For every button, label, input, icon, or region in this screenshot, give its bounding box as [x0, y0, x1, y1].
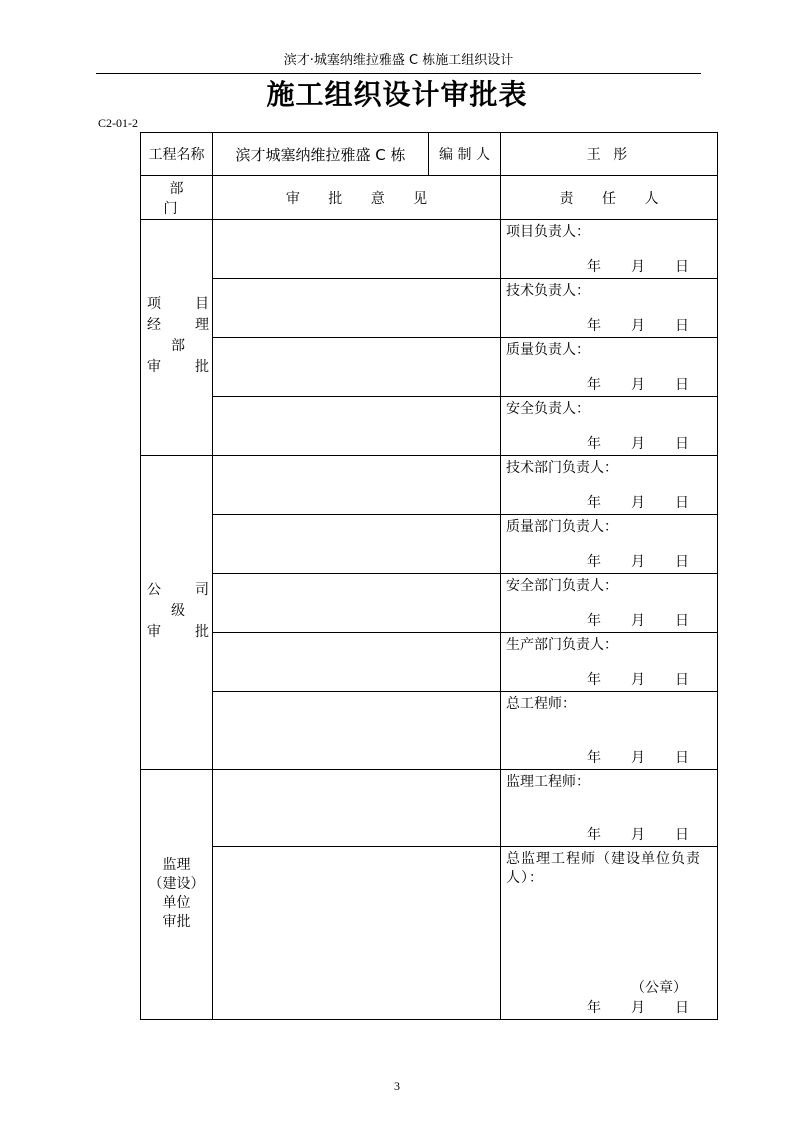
- responsible-label: 安全部门负责人：: [506, 578, 618, 594]
- date-line: 年 月 日: [587, 827, 689, 843]
- opinion-field[interactable]: [213, 220, 501, 279]
- supervision-dept-cell: [141, 770, 213, 1020]
- date-line: 年 月 日: [587, 318, 689, 334]
- project-row-2: [141, 279, 718, 338]
- company-row-5: [141, 692, 718, 770]
- responsible-label: 项目负责人：: [506, 224, 590, 240]
- opinion-field[interactable]: [213, 279, 501, 338]
- company-row-4: [141, 633, 718, 692]
- date-line: 年 月 日: [587, 554, 689, 570]
- opinion-field[interactable]: [213, 847, 501, 1020]
- responsible-cell: [501, 456, 718, 515]
- responsible-label: 技术部门负责人：: [506, 460, 618, 476]
- responsible-cell: [501, 220, 718, 279]
- opinion-field[interactable]: [213, 456, 501, 515]
- project-row-4: [141, 397, 718, 456]
- opinion-field[interactable]: [213, 633, 501, 692]
- responsible-label: 监理工程师：: [506, 774, 590, 790]
- form-code: C2-01-2: [98, 116, 138, 130]
- supervision-row-1: [141, 770, 718, 847]
- project-name-label: 工程名称: [141, 133, 213, 176]
- project-dept-label: 项 目 经 理 部 审 批: [147, 296, 209, 375]
- project-name-value: 滨才城塞纳维拉雅盛 C 栋: [213, 133, 429, 176]
- responsible-cell: [501, 397, 718, 456]
- responsible-label: 安全负责人：: [506, 401, 590, 417]
- opinion-field[interactable]: [213, 574, 501, 633]
- supervision-row-2: [141, 847, 718, 1020]
- date-line: 年 月 日: [587, 495, 689, 511]
- responsible-label: 总工程师：: [506, 696, 576, 712]
- opinion-field[interactable]: [213, 338, 501, 397]
- responsible-label: 质量负责人：: [506, 342, 590, 358]
- responsible-cell: [501, 692, 718, 770]
- project-row-3: [141, 338, 718, 397]
- responsible-cell: [501, 279, 718, 338]
- responsible-label: 技术负责人：: [506, 283, 590, 299]
- author-value: 王 彤: [501, 133, 718, 176]
- company-dept-label: 公 司 级 审 批: [147, 582, 209, 640]
- responsible-cell: [501, 770, 718, 847]
- date-line: 年 月 日: [587, 377, 689, 393]
- responsible-label: 质量部门负责人：: [506, 519, 618, 535]
- supervision-dept-label: 监理 （建设） 单位 审批: [148, 857, 205, 930]
- project-dept-cell: [141, 220, 213, 456]
- date-line: 年 月 日: [587, 672, 689, 688]
- responsible-cell: [501, 338, 718, 397]
- project-row-1: [141, 220, 718, 279]
- responsible-cell: [501, 515, 718, 574]
- date-line: 年 月 日: [587, 436, 689, 452]
- date-line: 年 月 日: [587, 1000, 689, 1016]
- responsible-cell: [501, 574, 718, 633]
- person-header: 责 任 人: [501, 176, 718, 220]
- opinion-field[interactable]: [213, 770, 501, 847]
- opinion-header: 审 批 意 见: [213, 176, 501, 220]
- company-dept-cell: [141, 456, 213, 770]
- company-row-1: [141, 456, 718, 515]
- responsible-label: 生产部门负责人：: [506, 637, 618, 653]
- page-title: 施工组织设计审批表: [266, 78, 528, 111]
- opinion-field[interactable]: [213, 397, 501, 456]
- page-number: 3: [394, 1079, 400, 1093]
- date-line: 年 月 日: [587, 259, 689, 275]
- opinion-field[interactable]: [213, 515, 501, 574]
- date-line: 年 月 日: [587, 750, 689, 766]
- company-row-2: [141, 515, 718, 574]
- author-label: 编 制 人: [429, 133, 501, 176]
- approval-table: [140, 132, 718, 1020]
- info-row: [141, 133, 718, 176]
- opinion-field[interactable]: [213, 692, 501, 770]
- running-header: 滨才·城塞纳维拉雅盛 C 栋施工组织设计: [283, 53, 514, 68]
- official-seal-label: （公章）: [631, 980, 687, 996]
- dept-header: 部 门: [141, 176, 213, 220]
- date-line: 年 月 日: [587, 613, 689, 629]
- responsible-label: 总监理工程师（建设单位负责人）：: [506, 851, 701, 886]
- column-header-row: [141, 176, 718, 220]
- company-row-3: [141, 574, 718, 633]
- responsible-cell: [501, 847, 718, 1020]
- responsible-cell: [501, 633, 718, 692]
